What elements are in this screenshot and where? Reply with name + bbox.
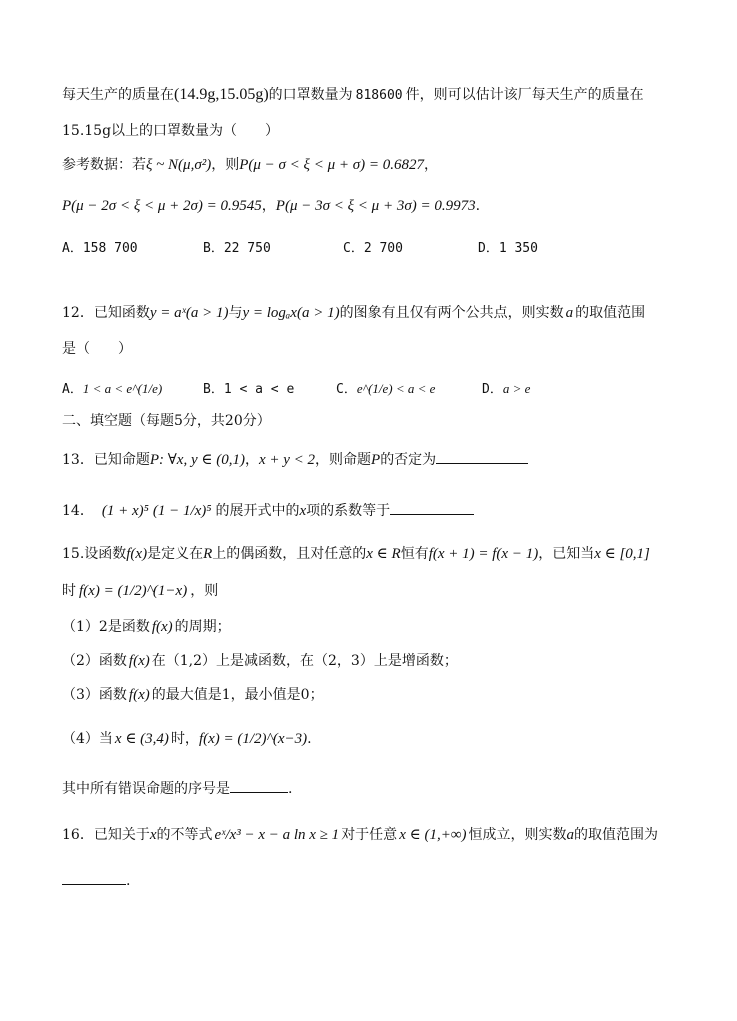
q15-x-in-R: x ∈ R (366, 546, 401, 562)
q15-eq: f(x + 1) = f(x − 1) (428, 546, 539, 562)
q13-text: 13．已知命题 (62, 452, 150, 468)
q15-text: 15.设函数 (62, 546, 127, 562)
q15-interval: x ∈ [0,1] (594, 546, 650, 562)
q14-line (62, 500, 474, 520)
q15-text: （2）函数 (62, 653, 127, 669)
q15-text: （1）2是函数 (62, 619, 150, 635)
q12-option-c-expr: e^(1/e) < a < e (356, 381, 436, 396)
q15-text: 在（1,2）上是减函数，在（2，3）上是增函数； (151, 653, 458, 669)
q12-line1 (62, 304, 645, 322)
q15-line1 (62, 545, 650, 563)
q14-number: 14． (62, 503, 94, 519)
q13-answer-blank[interactable] (436, 449, 528, 464)
q11-option-a: A．158 700 (62, 241, 138, 256)
q11-ref-label: 参考数据：若 (62, 157, 146, 173)
q11-count: 818600 (355, 88, 403, 103)
q13-text: 的否定为 (380, 452, 437, 468)
q14-expr1: (1 + x)⁵ (101, 503, 149, 519)
q12-option-a (62, 378, 162, 397)
q15-item4-cond: x ∈ (3,4) (114, 731, 169, 747)
q16-domain: x ∈ (1,+∞) (399, 827, 467, 843)
q12-var-a: a (565, 305, 574, 321)
q11-text: ， (261, 198, 276, 214)
q11-text: 的口罩数量为 (268, 87, 353, 103)
q12-text: 的取值范围 (575, 305, 646, 321)
q12-option-d-expr: a > e (502, 381, 531, 396)
q15-text: 其中所有错误命题的序号是 (62, 781, 230, 797)
q12-option-d (482, 378, 530, 397)
section-title: 二、填空题（每题5分，共20分） (62, 413, 271, 429)
q15-line2 (62, 582, 218, 600)
q15-text: 是定义在 (147, 546, 204, 562)
q16-text: 对于任意 (341, 827, 398, 843)
q12-option-a-label: A． (62, 382, 83, 397)
q15-fx: f(x) (126, 546, 148, 562)
q15-text: 的周期； (174, 619, 231, 635)
q16-ineq: eˣ/x³ − x − a ln x ≥ 1 (214, 827, 340, 843)
q12-text: 12．已知函数 (62, 305, 150, 321)
q12-func1: y = aˣ(a > 1) (149, 305, 229, 321)
q16-text: 的不等式 (156, 827, 213, 843)
q14-expr2: (1 − 1/x)⁵ (152, 503, 212, 519)
q11-ref-p3: P(μ − 3σ < ξ < μ + 3σ) = 0.9973 (275, 198, 476, 214)
q13-p: P (371, 452, 381, 468)
q15-text: ，则 (190, 583, 219, 599)
q11-line1 (62, 86, 644, 105)
q16-line (62, 826, 658, 844)
q15-text: . (307, 731, 312, 747)
q16-x: x (149, 827, 157, 843)
q11-ref-line2 (62, 197, 480, 215)
q15-ask (62, 778, 292, 798)
q11-text: ， (424, 157, 439, 173)
q16-answer-blank[interactable] (62, 870, 126, 885)
q16-text: 的取值范围为 (574, 827, 659, 843)
q11-ref-line (62, 156, 438, 174)
q15-text: 时 (62, 583, 76, 599)
q14-x: x (299, 503, 307, 519)
q15-text: . (288, 781, 293, 797)
q12-func2: y = logₐx(a > 1) (242, 305, 340, 321)
q11-option-d: D．1 350 (478, 241, 538, 256)
q12-option-d-label: D． (482, 382, 503, 397)
q13-cond: x + y < 2 (258, 452, 316, 468)
q12-text: 的图象有且仅有两个公共点，则实数 (339, 305, 564, 321)
q15-R: R (203, 546, 213, 562)
q16-text: 16．已知关于 (62, 827, 150, 843)
q14-text: 的展开式中的 (215, 503, 300, 519)
q15-answer-blank[interactable] (230, 778, 288, 793)
q15-item4 (62, 730, 312, 748)
q15-fx: f(x) (151, 619, 173, 635)
q15-item2 (62, 652, 458, 670)
q11-text: . (475, 198, 481, 214)
q11-text: 件，则可以估计该厂每天生产的质量在 (405, 87, 644, 103)
q15-text: 时， (170, 731, 199, 747)
q15-text: （3）函数 (62, 687, 127, 703)
q13-prop: P: ∀x, y ∈ (0,1) (149, 452, 245, 468)
q11-option-b: B．22 750 (203, 241, 271, 256)
q11-text: 每天生产的质量在 (62, 87, 174, 103)
q15-text: （4）当 (62, 731, 113, 747)
q11-text: ，则 (211, 157, 240, 173)
q16-answer-line (62, 870, 130, 890)
q13-text: ， (244, 452, 259, 468)
q15-text: 上的偶函数，且对任意的 (212, 546, 367, 562)
q12-option-c-label: C． (336, 382, 357, 397)
q11-ref-dist: ξ ~ N(μ,σ²) (146, 157, 212, 173)
q15-item4-fx: f(x) = (1/2)^(x−3) (198, 731, 308, 747)
q14-answer-blank[interactable] (390, 500, 474, 515)
q13-line (62, 449, 528, 469)
q15-def: f(x) = (1/2)^(1−x) (79, 583, 188, 599)
q11-line2: 15.15g以上的口罩数量为（ ） (62, 123, 280, 139)
q15-text: ，已知当 (538, 546, 595, 562)
q12-option-a-expr: 1 < a < e^(1/e) (82, 381, 163, 396)
q15-item1 (62, 618, 231, 636)
q14-text: 项的系数等于 (306, 503, 391, 519)
q15-text: 的最大值是1，最小值是0； (151, 687, 324, 703)
q11-ref-p1: P(μ − σ < ξ < μ + σ) = 0.6827 (239, 157, 425, 173)
q12-text: 与 (228, 305, 243, 321)
q15-item3 (62, 686, 324, 704)
q12-line2: 是（ ） (62, 341, 132, 357)
q12-option-b: B．1 < a < e (203, 382, 295, 397)
q15-text: 恒有 (400, 546, 429, 562)
q15-fx: f(x) (128, 653, 150, 669)
q13-text: ，则命题 (315, 452, 372, 468)
q11-option-c: C．2 700 (343, 241, 403, 256)
q16-a: a (566, 827, 575, 843)
q11-interval: (14.9g,15.05g) (174, 86, 269, 103)
q15-fx: f(x) (128, 687, 150, 703)
q12-option-c (336, 378, 435, 397)
q16-text: . (126, 873, 131, 889)
q11-ref-p2: P(μ − 2σ < ξ < μ + 2σ) = 0.9545 (62, 198, 262, 214)
q16-text: 恒成立，则实数 (468, 827, 567, 843)
